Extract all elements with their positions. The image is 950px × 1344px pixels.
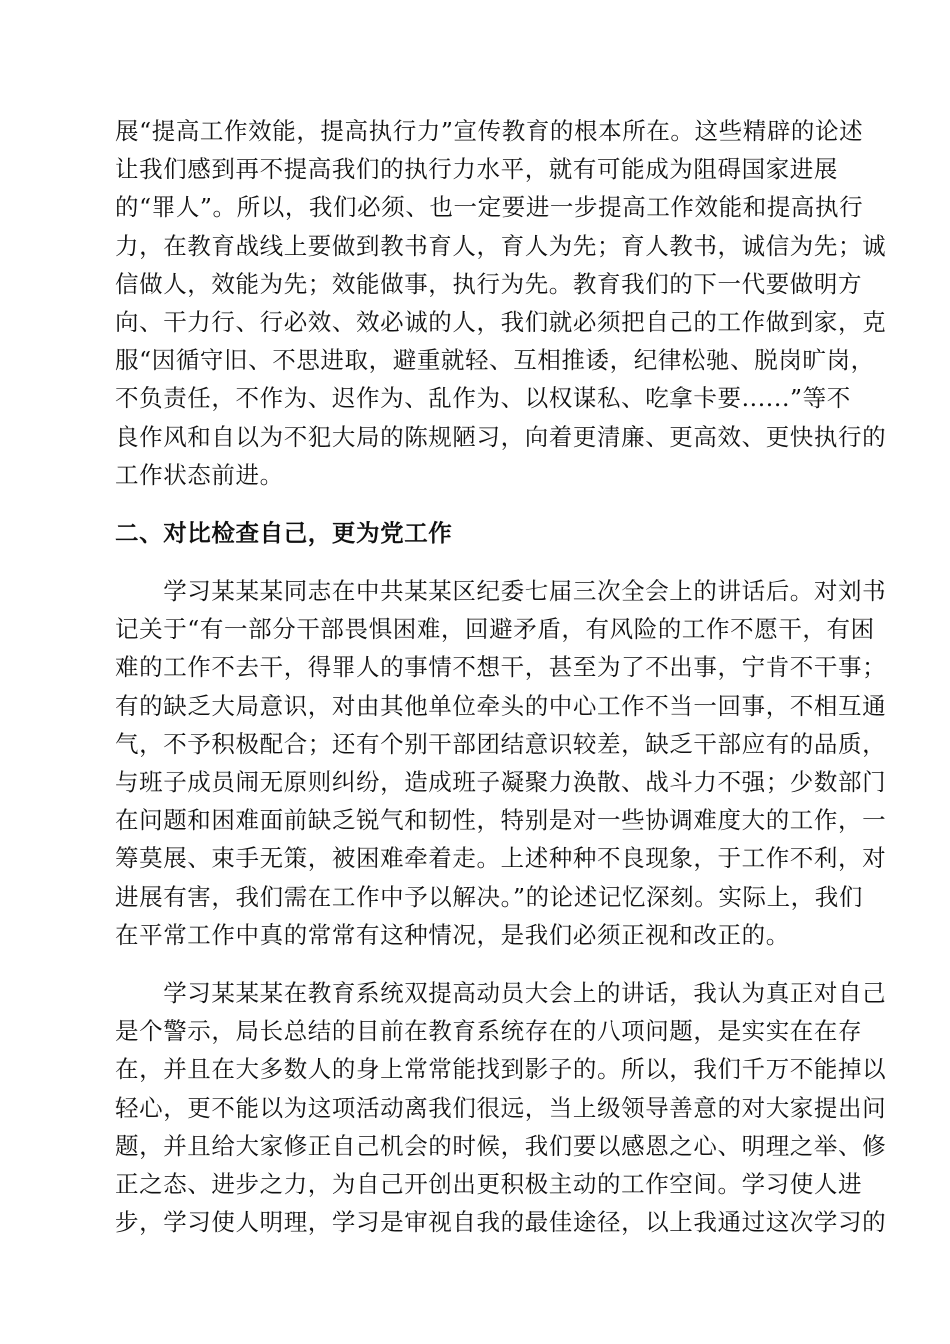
text-line: 不负责任，不作为、迟作为、乱作为、以权谋私、吃拿卡要......”等不 bbox=[115, 384, 851, 413]
text-line: 良作风和自以为不犯大局的陈规陋习，向着更清廉、更高效、更快执行的 bbox=[115, 422, 887, 451]
heading-line: 二、对比检查自己，更为党工作 bbox=[115, 518, 453, 547]
text-line: 与班子成员闹无原则纠纷，造成班子凝聚力涣散、战斗力不强；少数部门 bbox=[115, 768, 887, 796]
text-line: 轻心，更不能以为这项活动离我们很远，当上级领导善意的对大家提出问 bbox=[115, 1093, 887, 1122]
document-page bbox=[115, 112, 887, 1241]
text-line: 正之态、进步之力，为自己开创出更积极主动的工作空间。学习使人进 bbox=[115, 1169, 863, 1198]
paragraph-3 bbox=[115, 974, 887, 1241]
text-line: 在平常工作中真的常常有这种情况，是我们必须正视和改正的。 bbox=[115, 920, 790, 949]
text-line: 力，在教育战线上要做到教书育人，育人为先；育人教书，诚信为先；诚 bbox=[115, 231, 887, 260]
text-line: 的“罪人”。所以，我们必须、也一定要进一步提高工作效能和提高执行 bbox=[115, 193, 864, 222]
text-line: 筹莫展、束手无策，被困难牵着走。上述种种不良现象，于工作不利，对 bbox=[115, 844, 887, 873]
text-line: 工作状态前进。 bbox=[115, 460, 284, 489]
text-line: 记关于“有一部分干部畏惧困难，回避矛盾，有风险的工作不愿干，有困 bbox=[115, 615, 875, 644]
paragraph-spacer bbox=[115, 954, 835, 974]
text-line: 难的工作不去干，得罪人的事情不想干，甚至为了不出事，宁肯不干事； bbox=[115, 653, 887, 682]
paragraph-spacer bbox=[115, 494, 835, 514]
text-line: 让我们感到再不提高我们的执行力水平，就有可能成为阻碍国家进展 bbox=[115, 155, 838, 184]
text-line: 有的缺乏大局意识，对由其他单位牵头的中心工作不当一回事，不相互通 bbox=[115, 691, 887, 720]
text-line: 展“提高工作效能，提高执行力”宣传教育的根本所在。这些精辟的论述 bbox=[115, 117, 864, 145]
text-line: 在问题和困难面前缺乏锐气和韧性，特别是对一些协调难度大的工作，一 bbox=[115, 806, 887, 835]
text-line: 进展有害，我们需在工作中予以解决。”的论述记忆深刻。实际上，我们 bbox=[115, 882, 863, 911]
text-line: 学习某某某同志在中共某某区纪委七届三次全会上的讲话后。对刘书 bbox=[115, 577, 887, 606]
paragraph-1 bbox=[115, 112, 887, 494]
section-heading bbox=[115, 514, 835, 552]
text-line: 是个警示，局长总结的目前在教育系统存在的八项问题，是实实在在存 bbox=[115, 1017, 863, 1046]
text-line: 学习某某某在教育系统双提高动员大会上的讲话，我认为真正对自己 bbox=[115, 978, 887, 1007]
text-line: 气，不予积极配合；还有个别干部团结意识较差，缺乏干部应有的品质， bbox=[115, 729, 887, 758]
paragraph-2 bbox=[115, 572, 887, 954]
paragraph-spacer bbox=[115, 552, 835, 572]
text-line: 信做人，效能为先；效能做事，执行为先。教育我们的下一代要做明方 bbox=[115, 269, 863, 298]
text-line: 服“因循守旧、不思进取，避重就轻、互相推诿，纪律松驰、脱岗旷岗， bbox=[115, 346, 875, 375]
text-line: 在，并且在大多数人的身上常常能找到影子的。所以，我们千万不能掉以 bbox=[115, 1055, 887, 1084]
text-line: 步，学习使人明理，学习是审视自我的最佳途径，以上我通过这次学习的 bbox=[115, 1208, 887, 1237]
text-line: 题，并且给大家修正自己机会的时候，我们要以感恩之心、明理之举、修 bbox=[115, 1131, 887, 1160]
text-line: 向、干力行、行必效、效必诚的人，我们就必须把自己的工作做到家，克 bbox=[115, 307, 887, 336]
